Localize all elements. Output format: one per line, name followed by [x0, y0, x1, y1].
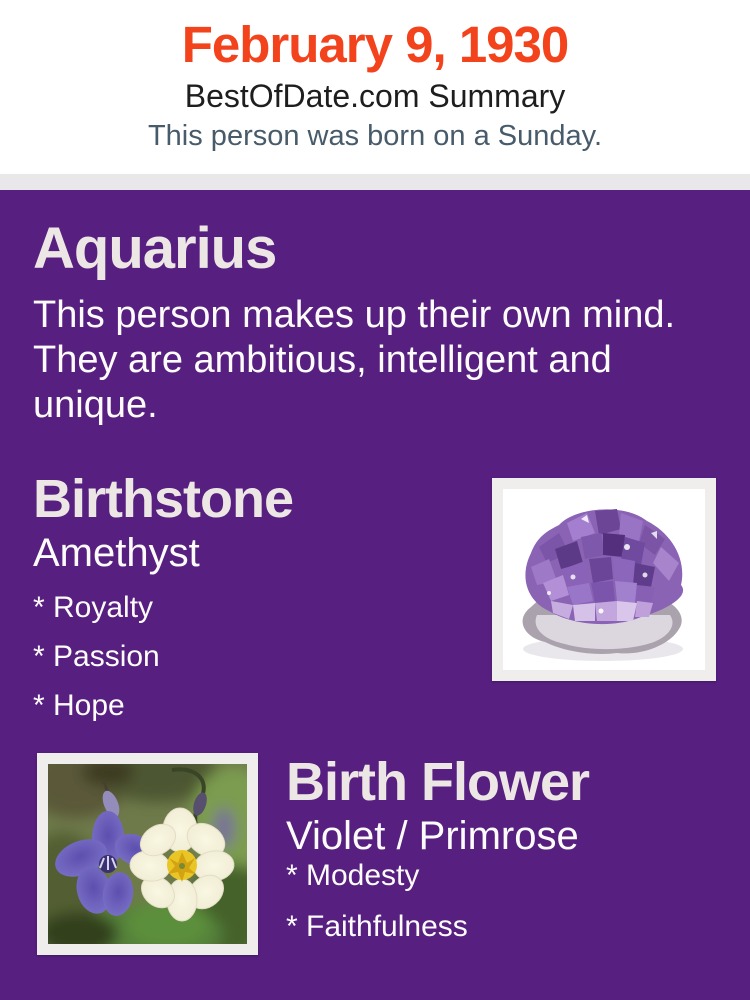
date-title: February 9, 1930 [181, 16, 569, 73]
zodiac-panel [0, 218, 750, 955]
birth-flower-section [33, 753, 717, 955]
amethyst-crystal-illustration [503, 489, 705, 670]
divider-strip [0, 174, 750, 190]
birthstone-name: Amethyst [33, 531, 200, 575]
birthstone-trait: * Royalty [33, 591, 154, 624]
amethyst-photo [492, 478, 716, 681]
birthstone-section [33, 470, 717, 723]
zodiac-description: This person makes up their own mind. They are ambitious, intelligent and unique. [33, 294, 676, 426]
birthstone-trait: * Passion [33, 640, 160, 673]
born-day-line: This person was born on a Sunday. [147, 120, 603, 152]
birth-flower-heading: Birth Flower [286, 752, 590, 812]
birth-flower-trait: * Faithfulness [286, 910, 468, 943]
birth-flower-trait: * Modesty [286, 859, 420, 892]
birth-flower-name: Violet / Primrose [286, 814, 579, 858]
site-summary: BestOfDate.com Summary [184, 78, 566, 114]
violet-primrose-photo [37, 753, 258, 955]
zodiac-sign-heading: Aquarius [33, 216, 277, 281]
birthstone-trait: * Hope [33, 689, 125, 722]
birthstone-heading: Birthstone [33, 469, 293, 529]
birthstone-text [33, 470, 293, 723]
violet-primrose-illustration [48, 764, 247, 944]
birth-flower-text [286, 753, 589, 944]
header [0, 0, 750, 174]
